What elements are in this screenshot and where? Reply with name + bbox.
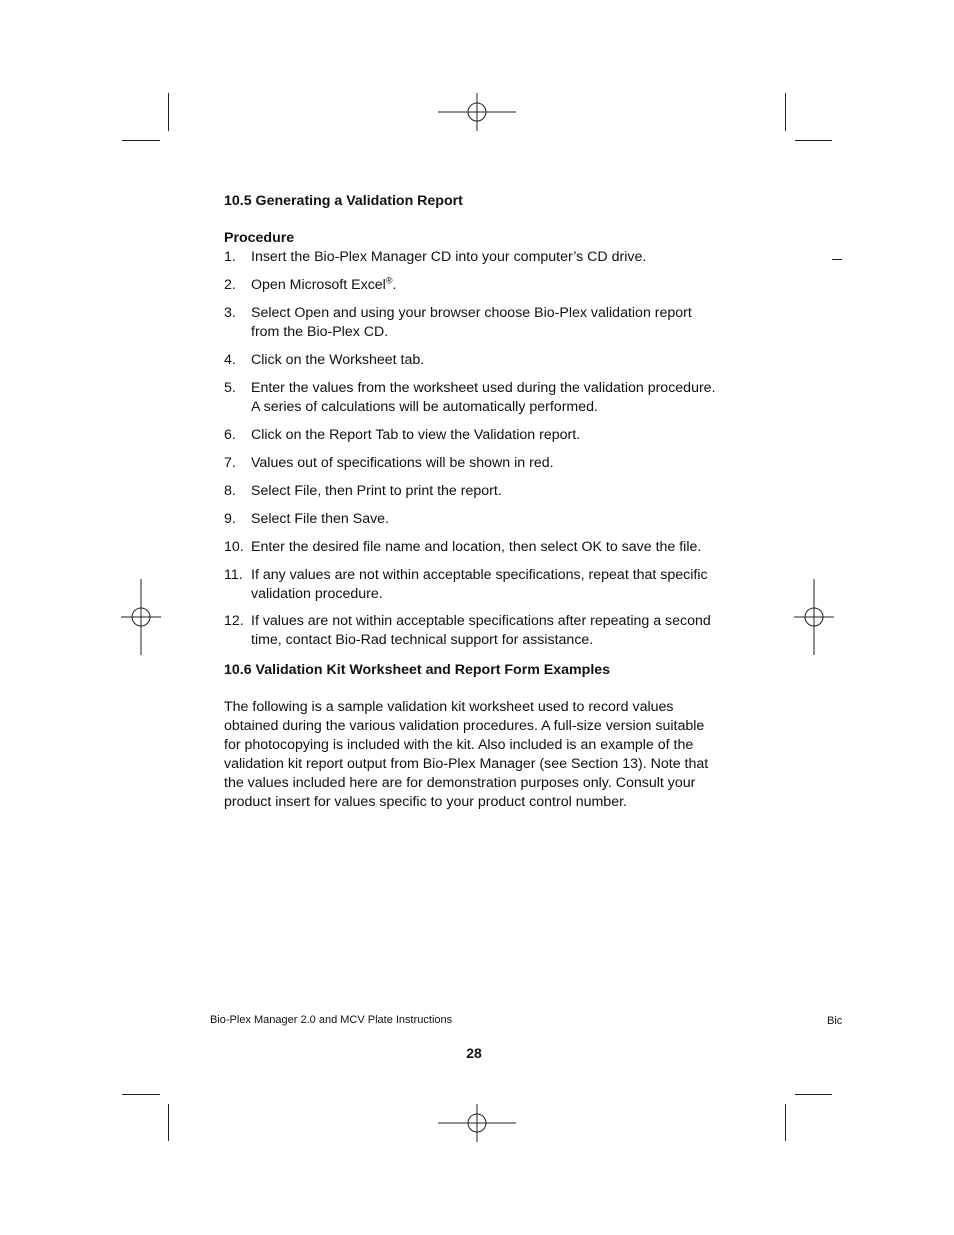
registration-mark-icon — [121, 579, 161, 655]
footer-title: Bio-Plex Manager 2.0 and MCV Plate Instructions — [210, 1014, 453, 1026]
section-heading: 10.5 Generating a Validation Report — [224, 193, 463, 209]
footer-right-text: Bic — [827, 1015, 843, 1027]
body-paragraph: The following is a sample validation kit worksheet used to record values obtained during the various validation procedures. A full-size version suitable for photocopying is included with the kit. Also included is an example of the validation kit report output from Bio-Plex Manager (see Section 13). Note that the values included here are for demonstration purposes only. Consult your product insert for values specific to your product control number. — [224, 699, 709, 810]
crop-mark — [832, 259, 842, 260]
crop-mark — [785, 1104, 786, 1141]
crop-mark — [795, 1094, 832, 1095]
crop-mark — [795, 140, 832, 141]
crop-mark — [168, 1104, 169, 1141]
registration-mark-icon — [438, 93, 516, 131]
registration-mark-icon — [438, 1104, 516, 1142]
section-heading: 10.6 Validation Kit Worksheet and Report Form Examples — [224, 662, 611, 678]
crop-mark — [168, 93, 169, 131]
procedure-label: Procedure — [224, 230, 295, 246]
registration-mark-icon — [794, 579, 834, 655]
crop-mark — [122, 140, 160, 141]
page-number: 28 — [466, 1045, 482, 1061]
crop-mark — [122, 1094, 160, 1095]
crop-mark — [785, 93, 786, 131]
